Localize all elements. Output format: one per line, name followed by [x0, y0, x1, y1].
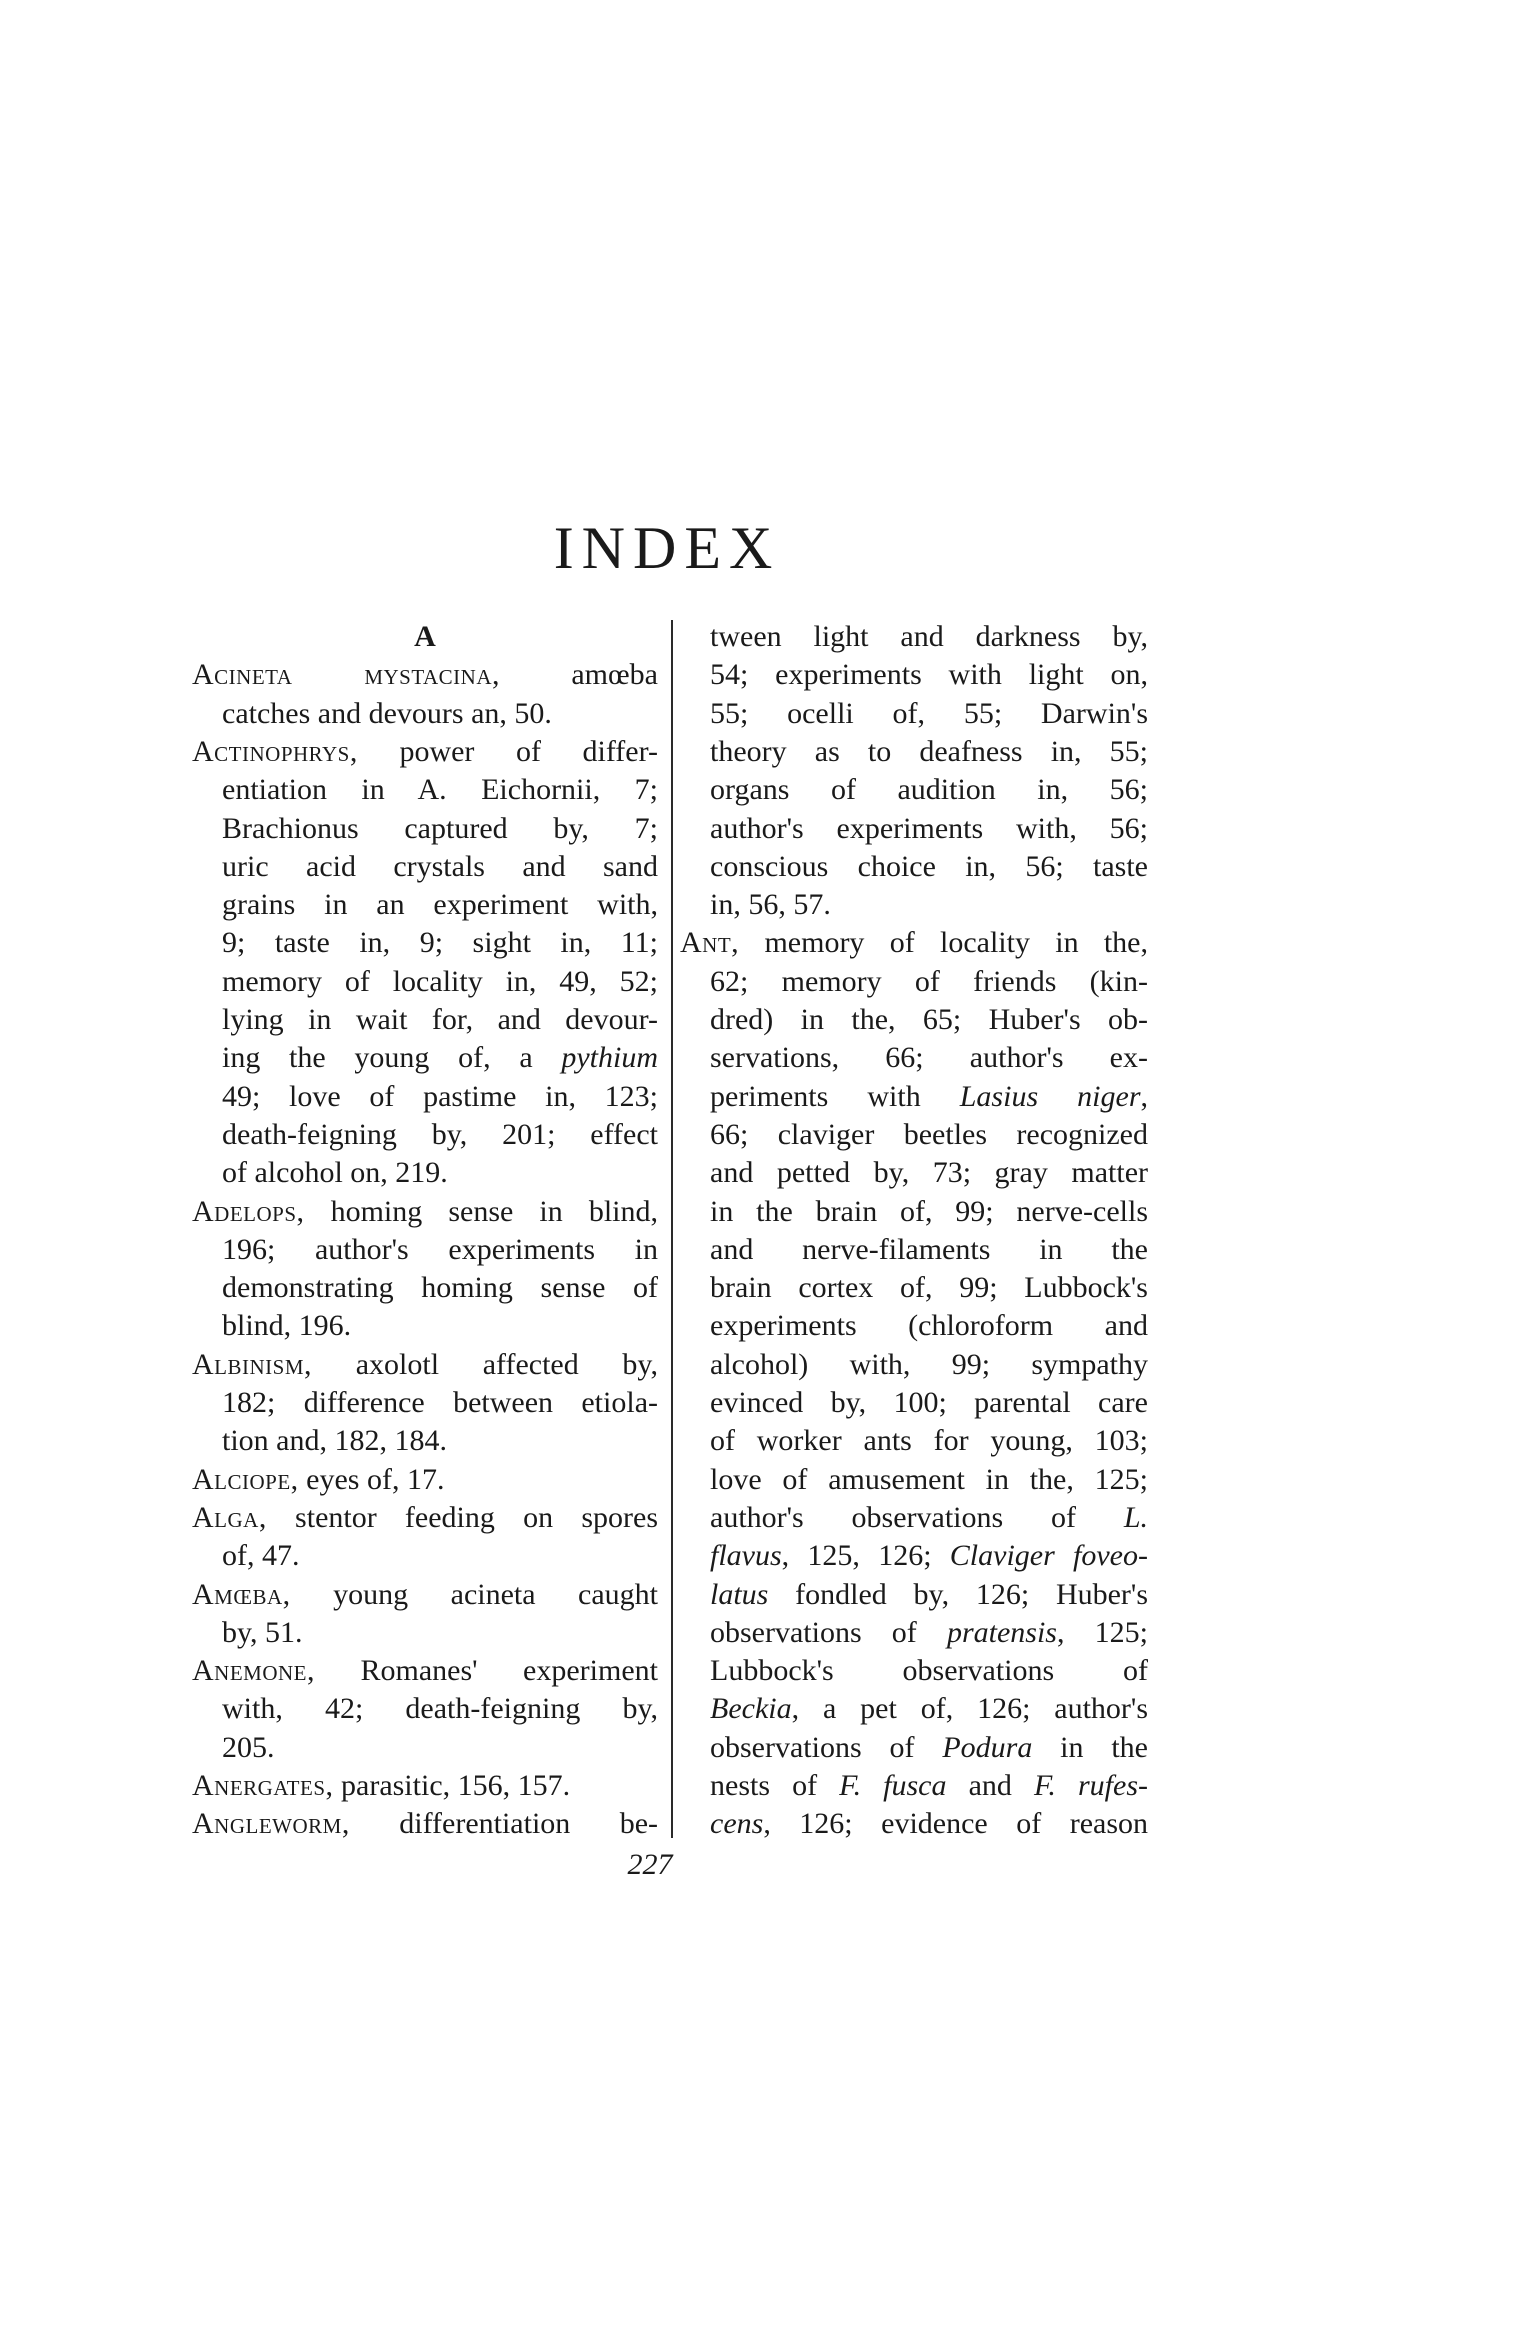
entry-text: axolotl affected by,	[312, 1347, 658, 1381]
entry-text: homing sense in blind,	[304, 1194, 658, 1228]
entry-text: author's experiments with, 56;	[710, 811, 1148, 845]
index-entry-head-line	[192, 1499, 658, 1537]
page-title: INDEX	[553, 515, 781, 581]
italic-term: latus	[710, 1577, 769, 1611]
entry-text: and	[946, 1769, 1034, 1802]
index-entry-line	[710, 1307, 1148, 1345]
index-entry-head-line	[680, 924, 1148, 962]
index-entry-line	[710, 695, 1148, 733]
entry-term: Acineta mystacina,	[192, 658, 500, 692]
index-entry-line	[222, 1001, 658, 1039]
italic-term: pythium	[561, 1041, 658, 1075]
entry-text: demonstrating homing sense of	[222, 1271, 658, 1305]
index-entry-line	[222, 771, 658, 809]
entry-text: alcohol) with, 99; sympathy	[710, 1347, 1148, 1381]
index-entry-line	[222, 1384, 658, 1422]
entry-text: 205.	[222, 1730, 275, 1764]
index-entry-line	[710, 1461, 1148, 1499]
index-entry-line	[710, 848, 1148, 886]
index-entry-line	[222, 1231, 658, 1269]
index-entry-line	[222, 1729, 658, 1767]
index-entry-line	[222, 924, 658, 962]
entry-text: , 125, 126;	[781, 1539, 950, 1573]
index-entry-head-line	[192, 1461, 658, 1499]
entry-text: stentor feeding on spores	[266, 1500, 658, 1534]
italic-term: F. fusca	[839, 1769, 947, 1802]
entry-term: Alciope,	[192, 1462, 299, 1496]
index-entry-line	[710, 1537, 1148, 1575]
entry-term: Anergates,	[192, 1769, 334, 1802]
entry-text: eyes of, 17.	[298, 1462, 445, 1496]
index-entry-line	[710, 1690, 1148, 1728]
index-entry-head-line	[192, 1805, 658, 1843]
entry-text: author's observations of	[710, 1500, 1124, 1534]
entry-text: , a pet of, 126; author's	[791, 1692, 1148, 1726]
page-number: 227	[627, 1848, 673, 1881]
entry-text: Lubbock's observations of	[710, 1654, 1148, 1688]
entry-term: Albinism,	[192, 1347, 313, 1381]
italic-term: Podura	[942, 1730, 1033, 1764]
entry-text: entiation in A. Eichornii, 7;	[222, 773, 658, 807]
index-entry-line	[710, 886, 1148, 924]
entry-text: evinced by, 100; parental care	[710, 1386, 1148, 1419]
index-entry-line	[710, 1269, 1148, 1307]
entry-text: of, 47.	[222, 1539, 300, 1573]
entry-text: memory of locality in the,	[739, 926, 1148, 960]
entry-text: in, 56, 57.	[710, 888, 831, 922]
entry-term: Actinophrys,	[192, 734, 358, 768]
index-entry-head-line	[192, 1346, 658, 1384]
entry-text: in the	[1032, 1730, 1148, 1764]
entry-text: observations of	[710, 1730, 943, 1764]
entry-text: dred) in the, 65; Huber's ob-	[710, 1003, 1148, 1036]
index-entry-head-line	[192, 1652, 658, 1690]
index-entry-line	[710, 1499, 1148, 1537]
entry-text: young acineta caught	[290, 1577, 658, 1611]
entry-text: tween light and darkness by,	[710, 620, 1148, 653]
entry-text: Romanes' experiment	[315, 1654, 658, 1688]
entry-text: love of amusement in the, 125;	[710, 1462, 1148, 1496]
index-entry-line	[222, 1614, 658, 1652]
index-entry-line	[222, 1039, 658, 1077]
index-entry-line	[710, 618, 1148, 656]
index-entry-line	[710, 656, 1148, 694]
index-entry-line	[710, 1039, 1148, 1077]
index-entry-line	[222, 1154, 658, 1192]
index-entry-line	[222, 810, 658, 848]
index-entry-line	[710, 1767, 1148, 1805]
index-entry-line	[222, 695, 658, 733]
index-entry-line	[710, 1614, 1148, 1652]
entry-text: differentiation be-	[349, 1807, 658, 1841]
index-entry-line	[710, 1231, 1148, 1269]
entry-text: periments with	[710, 1079, 960, 1113]
index-entry-line	[710, 1346, 1148, 1384]
entry-text: theory as to deafness in, 55;	[710, 734, 1148, 768]
entry-text: memory of locality in, 49, 52;	[222, 964, 658, 998]
entry-text: 55; ocelli of, 55; Darwin's	[710, 696, 1148, 730]
column-divider	[671, 620, 673, 1838]
index-entry-line	[710, 1729, 1148, 1767]
index-entry-line	[222, 1307, 658, 1345]
index-entry-line	[710, 1384, 1148, 1422]
index-entry-line	[710, 963, 1148, 1001]
index-entry-line	[710, 1001, 1148, 1039]
entry-text: 62; memory of friends (kin-	[710, 964, 1148, 998]
entry-text: death-feigning by, 201; effect	[222, 1117, 658, 1151]
italic-term: F. rufes-	[1033, 1769, 1148, 1802]
entry-term: Angleworm,	[192, 1807, 350, 1841]
index-entry-line	[222, 886, 658, 924]
entry-text: brain cortex of, 99; Lubbock's	[710, 1271, 1148, 1305]
entry-text: power of differ-	[357, 734, 658, 768]
italic-term: Lasius niger	[959, 1079, 1141, 1113]
entry-text: blind, 196.	[222, 1309, 352, 1343]
entry-text: and petted by, 73; gray matter	[710, 1156, 1148, 1190]
entry-text: fondled by, 126; Huber's	[768, 1577, 1148, 1611]
entry-text: grains in an experiment with,	[222, 888, 658, 922]
entry-term: Anemone,	[192, 1654, 315, 1688]
entry-text: of worker ants for young, 103;	[710, 1424, 1148, 1458]
index-entry-line	[710, 771, 1148, 809]
entry-text: , 126; evidence of reason	[763, 1807, 1148, 1841]
entry-text: Brachionus captured by, 7;	[222, 811, 658, 845]
entry-text: amœba	[500, 658, 658, 692]
entry-text: parasitic, 156, 157.	[333, 1769, 571, 1802]
italic-term: pratensis	[946, 1615, 1057, 1649]
entry-term: Alga,	[192, 1500, 267, 1534]
index-entry-line	[710, 1422, 1148, 1460]
letter-heading: A	[414, 620, 436, 653]
italic-term: Claviger foveo-	[949, 1539, 1148, 1573]
entry-text: 54; experiments with light on,	[710, 658, 1148, 692]
entry-text: 9; taste in, 9; sight in, 11;	[222, 926, 658, 960]
entry-text: 182; difference between etiola-	[222, 1386, 658, 1419]
entry-text: 196; author's experiments in	[222, 1232, 658, 1266]
entry-text: uric acid crystals and sand	[222, 849, 658, 883]
index-entry-head-line	[192, 1767, 658, 1805]
entry-text: lying in wait for, and devour-	[222, 1003, 658, 1036]
index-entry-line	[710, 733, 1148, 771]
index-entry-head-line	[192, 1193, 658, 1231]
entry-term: Amœba,	[192, 1577, 291, 1611]
italic-term: L.	[1123, 1500, 1148, 1534]
entry-text: observations of	[710, 1615, 947, 1649]
entry-text: nests of	[710, 1769, 840, 1802]
italic-term: Beckia	[710, 1692, 792, 1726]
italic-term: flavus	[710, 1539, 782, 1573]
index-entry-line	[710, 1805, 1148, 1843]
index-entry-line	[710, 1154, 1148, 1192]
entry-text: by, 51.	[222, 1615, 303, 1649]
entry-text: servations, 66; author's ex-	[710, 1041, 1148, 1075]
entry-term: Ant,	[680, 926, 740, 960]
entry-text: organs of audition in, 56;	[710, 773, 1148, 807]
index-entry-line	[222, 1078, 658, 1116]
index-entry-line	[710, 1193, 1148, 1231]
index-entry-line	[222, 1269, 658, 1307]
index-entry-head-line	[192, 733, 658, 771]
entry-text: ,	[1140, 1079, 1148, 1113]
index-entry-line	[222, 848, 658, 886]
index-entry-line	[710, 810, 1148, 848]
index-entry-head-line	[192, 656, 658, 694]
entry-term: Adelops,	[192, 1194, 305, 1228]
entry-text: catches and devours an, 50.	[222, 696, 552, 730]
index-entry-line	[710, 1078, 1148, 1116]
entry-text: with, 42; death-feigning by,	[222, 1692, 658, 1726]
entry-text: 66; claviger beetles recognized	[710, 1117, 1148, 1151]
index-entry-head-line	[192, 1576, 658, 1614]
index-entry-line	[710, 1576, 1148, 1614]
entry-text: experiments (chloroform and	[710, 1309, 1148, 1343]
entry-text: , 125;	[1056, 1615, 1148, 1649]
italic-term: cens	[710, 1807, 764, 1841]
entry-text: conscious choice in, 56; taste	[710, 849, 1148, 883]
index-entry-line	[222, 963, 658, 1001]
entry-text: ing the young of, a	[222, 1041, 562, 1075]
entry-text: in the brain of, 99; nerve-cells	[710, 1194, 1148, 1228]
index-entry-line	[710, 1652, 1148, 1690]
index-entry-line	[222, 1537, 658, 1575]
entry-text: and nerve-filaments in the	[710, 1232, 1148, 1266]
index-entry-line	[710, 1116, 1148, 1154]
entry-text: of alcohol on, 219.	[222, 1156, 448, 1190]
entry-text: 49; love of pastime in, 123;	[222, 1079, 658, 1113]
entry-text: tion and, 182, 184.	[222, 1424, 447, 1458]
index-entry-line	[222, 1422, 658, 1460]
index-entry-line	[222, 1690, 658, 1728]
index-entry-line	[222, 1116, 658, 1154]
